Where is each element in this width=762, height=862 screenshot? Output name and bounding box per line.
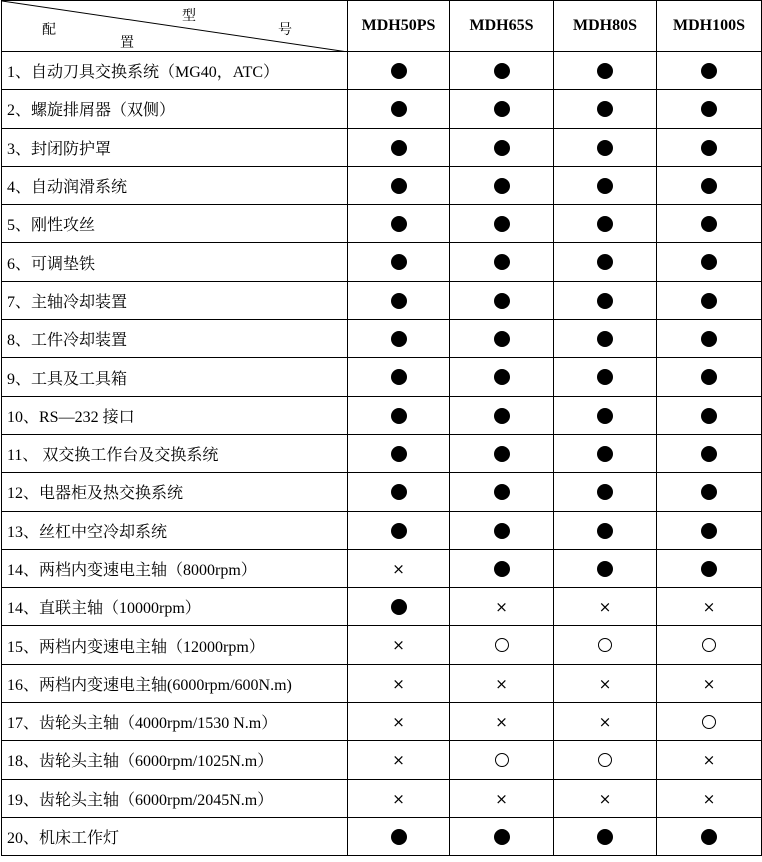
availability-cell [450, 626, 554, 664]
availability-cell [554, 588, 657, 626]
unavailable-cross-icon: × [598, 598, 612, 617]
standard-dot-icon [597, 63, 613, 79]
standard-dot-icon [391, 178, 407, 194]
table-row [2, 511, 762, 549]
availability-cell [450, 817, 554, 855]
availability-cell [348, 281, 450, 319]
standard-dot-icon [701, 293, 717, 309]
availability-cell [657, 703, 762, 741]
table-row [2, 588, 762, 626]
standard-dot-icon [391, 254, 407, 270]
availability-cell [657, 473, 762, 511]
config-item-label: 6、可调垫铁 [2, 243, 348, 281]
standard-dot-icon [391, 408, 407, 424]
standard-dot-icon [701, 254, 717, 270]
standard-dot-icon [701, 101, 717, 117]
config-item-label: 15、两档内变速电主轴（12000rpm） [2, 626, 348, 664]
availability-cell [554, 779, 657, 817]
config-item-label: 13、丝杠中空冷却系统 [2, 511, 348, 549]
availability-cell [657, 320, 762, 358]
table-row [2, 358, 762, 396]
standard-dot-icon [701, 446, 717, 462]
availability-cell [554, 320, 657, 358]
standard-dot-icon [701, 369, 717, 385]
config-item-label: 19、齿轮头主轴（6000rpm/2045N.m） [2, 779, 348, 817]
table-row [2, 205, 762, 243]
config-item-label: 14、两档内变速电主轴（8000rpm） [2, 549, 348, 587]
standard-dot-icon [391, 829, 407, 845]
unavailable-cross-icon: × [702, 598, 716, 617]
availability-cell [657, 166, 762, 204]
unavailable-cross-icon: × [392, 713, 405, 732]
config-item-label: 14、直联主轴（10000rpm） [2, 588, 348, 626]
unavailable-cross-icon: × [702, 751, 716, 770]
standard-dot-icon [494, 829, 510, 845]
availability-cell [657, 281, 762, 319]
standard-dot-icon [597, 561, 613, 577]
availability-cell [450, 549, 554, 587]
standard-dot-icon [494, 254, 510, 270]
standard-dot-icon [701, 331, 717, 347]
availability-cell [348, 664, 450, 702]
table-row [2, 396, 762, 434]
availability-cell [348, 166, 450, 204]
optional-ring-icon [495, 638, 509, 652]
optional-ring-icon [495, 753, 509, 767]
standard-dot-icon [597, 829, 613, 845]
availability-cell [657, 511, 762, 549]
table-body [2, 52, 762, 856]
table-row [2, 817, 762, 855]
availability-cell [348, 205, 450, 243]
availability-cell [450, 281, 554, 319]
availability-cell [450, 90, 554, 128]
standard-dot-icon [494, 331, 510, 347]
config-item-label: 8、工件冷却装置 [2, 320, 348, 358]
model-header-mdh100s: MDH100S [657, 1, 762, 52]
standard-dot-icon [494, 293, 510, 309]
table-row [2, 128, 762, 166]
availability-cell [450, 52, 554, 90]
standard-dot-icon [391, 523, 407, 539]
availability-cell [554, 664, 657, 702]
config-item-label: 17、齿轮头主轴（4000rpm/1530 N.m） [2, 703, 348, 741]
availability-cell [657, 205, 762, 243]
configuration-table [1, 0, 762, 856]
availability-cell [554, 128, 657, 166]
standard-dot-icon [701, 178, 717, 194]
corner-label-config: 配 [42, 23, 56, 38]
standard-dot-icon [391, 216, 407, 232]
availability-cell [657, 52, 762, 90]
availability-cell [554, 205, 657, 243]
availability-cell [657, 588, 762, 626]
availability-cell [348, 473, 450, 511]
standard-dot-icon [597, 293, 613, 309]
availability-cell [348, 52, 450, 90]
availability-cell [348, 549, 450, 587]
unavailable-cross-icon: × [702, 789, 716, 808]
standard-dot-icon [701, 561, 717, 577]
table-row [2, 473, 762, 511]
availability-cell [348, 779, 450, 817]
availability-cell [348, 358, 450, 396]
standard-dot-icon [391, 293, 407, 309]
unavailable-cross-icon: × [598, 789, 612, 808]
availability-cell [554, 626, 657, 664]
availability-cell [657, 128, 762, 166]
standard-dot-icon [494, 369, 510, 385]
availability-cell [554, 166, 657, 204]
unavailable-cross-icon: × [392, 674, 405, 693]
standard-dot-icon [494, 63, 510, 79]
unavailable-cross-icon: × [495, 598, 508, 617]
availability-cell [657, 664, 762, 702]
standard-dot-icon [597, 369, 613, 385]
unavailable-cross-icon: × [702, 674, 716, 693]
model-header-mdh65s: MDH65S [450, 1, 554, 52]
availability-cell [450, 396, 554, 434]
table-row [2, 664, 762, 702]
table-row [2, 320, 762, 358]
availability-cell [450, 473, 554, 511]
standard-dot-icon [494, 140, 510, 156]
config-item-label: 3、封闭防护罩 [2, 128, 348, 166]
corner-header-cell [2, 1, 348, 52]
standard-dot-icon [391, 140, 407, 156]
availability-cell [450, 511, 554, 549]
standard-dot-icon [391, 484, 407, 500]
availability-cell [450, 741, 554, 779]
model-header-mdh80s: MDH80S [554, 1, 657, 52]
standard-dot-icon [391, 446, 407, 462]
table-row [2, 626, 762, 664]
standard-dot-icon [391, 101, 407, 117]
header-row [2, 1, 762, 52]
optional-ring-icon [702, 638, 716, 652]
unavailable-cross-icon: × [495, 674, 508, 693]
corner-label-setup: 置 [120, 36, 134, 51]
standard-dot-icon [597, 140, 613, 156]
table-row [2, 549, 762, 587]
availability-cell [657, 779, 762, 817]
standard-dot-icon [701, 484, 717, 500]
standard-dot-icon [597, 446, 613, 462]
unavailable-cross-icon: × [598, 713, 612, 732]
availability-cell [348, 626, 450, 664]
availability-cell [554, 703, 657, 741]
availability-cell [554, 817, 657, 855]
availability-cell [657, 549, 762, 587]
standard-dot-icon [597, 331, 613, 347]
unavailable-cross-icon: × [598, 674, 612, 693]
availability-cell [450, 434, 554, 472]
availability-cell [348, 320, 450, 358]
standard-dot-icon [391, 63, 407, 79]
standard-dot-icon [494, 178, 510, 194]
availability-cell [348, 90, 450, 128]
availability-cell [450, 320, 554, 358]
availability-cell [554, 90, 657, 128]
config-item-label: 9、工具及工具箱 [2, 358, 348, 396]
availability-cell [348, 128, 450, 166]
availability-cell [348, 817, 450, 855]
table-row [2, 779, 762, 817]
availability-cell [450, 358, 554, 396]
corner-label-model: 型 [182, 9, 196, 24]
availability-cell [657, 434, 762, 472]
availability-cell [657, 817, 762, 855]
unavailable-cross-icon: × [392, 559, 405, 578]
table-row [2, 243, 762, 281]
availability-cell [450, 205, 554, 243]
unavailable-cross-icon: × [392, 636, 405, 655]
config-item-label: 2、螺旋排屑器（双侧） [2, 90, 348, 128]
availability-cell [348, 434, 450, 472]
availability-cell [554, 52, 657, 90]
unavailable-cross-icon: × [392, 751, 405, 770]
model-header-mdh50ps: MDH50PS [348, 1, 450, 52]
config-item-label: 11、 双交换工作台及交换系统 [2, 434, 348, 472]
table-row [2, 52, 762, 90]
config-item-label: 20、机床工作灯 [2, 817, 348, 855]
standard-dot-icon [597, 523, 613, 539]
standard-dot-icon [391, 369, 407, 385]
config-item-label: 4、自动润滑系统 [2, 166, 348, 204]
standard-dot-icon [494, 216, 510, 232]
standard-dot-icon [701, 408, 717, 424]
standard-dot-icon [597, 408, 613, 424]
standard-dot-icon [494, 408, 510, 424]
optional-ring-icon [598, 638, 612, 652]
availability-cell [554, 396, 657, 434]
table-row [2, 281, 762, 319]
unavailable-cross-icon: × [495, 713, 508, 732]
standard-dot-icon [701, 523, 717, 539]
availability-cell [554, 358, 657, 396]
standard-dot-icon [597, 178, 613, 194]
standard-dot-icon [391, 599, 407, 615]
availability-cell [348, 588, 450, 626]
config-item-label: 10、RS—232 接口 [2, 396, 348, 434]
standard-dot-icon [494, 101, 510, 117]
config-item-label: 12、电器柜及热交换系统 [2, 473, 348, 511]
availability-cell [450, 166, 554, 204]
config-item-label: 1、自动刀具交换系统（MG40，ATC） [2, 52, 348, 90]
availability-cell [450, 703, 554, 741]
table-row [2, 166, 762, 204]
availability-cell [657, 90, 762, 128]
availability-cell [450, 588, 554, 626]
corner-label-number: 号 [278, 23, 292, 38]
standard-dot-icon [701, 829, 717, 845]
config-item-label: 5、刚性攻丝 [2, 205, 348, 243]
standard-dot-icon [701, 216, 717, 232]
standard-dot-icon [391, 331, 407, 347]
standard-dot-icon [597, 484, 613, 500]
availability-cell [450, 128, 554, 166]
unavailable-cross-icon: × [495, 789, 508, 808]
table-row [2, 703, 762, 741]
standard-dot-icon [494, 523, 510, 539]
availability-cell [450, 664, 554, 702]
optional-ring-icon [702, 715, 716, 729]
config-item-label: 16、两档内变速电主轴(6000rpm/600N.m) [2, 664, 348, 702]
standard-dot-icon [494, 484, 510, 500]
availability-cell [554, 473, 657, 511]
availability-cell [657, 358, 762, 396]
standard-dot-icon [494, 561, 510, 577]
standard-dot-icon [701, 140, 717, 156]
standard-dot-icon [701, 63, 717, 79]
unavailable-cross-icon: × [392, 789, 405, 808]
table-row [2, 434, 762, 472]
standard-dot-icon [494, 446, 510, 462]
availability-cell [450, 243, 554, 281]
availability-cell [657, 396, 762, 434]
availability-cell [348, 703, 450, 741]
optional-ring-icon [598, 753, 612, 767]
availability-cell [554, 434, 657, 472]
table-row [2, 741, 762, 779]
availability-cell [554, 741, 657, 779]
availability-cell [348, 243, 450, 281]
availability-cell [554, 549, 657, 587]
availability-cell [657, 741, 762, 779]
availability-cell [348, 741, 450, 779]
availability-cell [554, 511, 657, 549]
standard-dot-icon [597, 101, 613, 117]
standard-dot-icon [597, 216, 613, 232]
availability-cell [657, 626, 762, 664]
standard-dot-icon [597, 254, 613, 270]
config-item-label: 7、主轴冷却装置 [2, 281, 348, 319]
table-row [2, 90, 762, 128]
availability-cell [450, 779, 554, 817]
availability-cell [554, 243, 657, 281]
config-item-label: 18、齿轮头主轴（6000rpm/1025N.m） [2, 741, 348, 779]
availability-cell [348, 396, 450, 434]
availability-cell [657, 243, 762, 281]
availability-cell [554, 281, 657, 319]
availability-cell [348, 511, 450, 549]
